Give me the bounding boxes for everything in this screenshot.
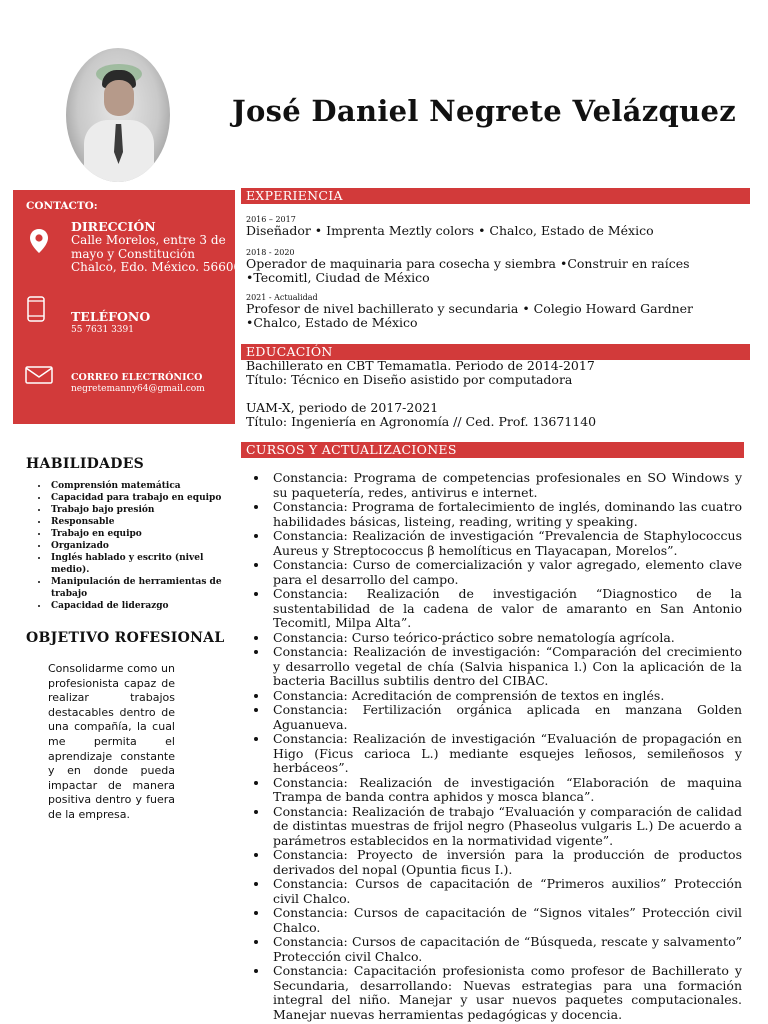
profile-photo <box>66 48 170 182</box>
education-line: Título: Técnico en Diseño asistido por computadora <box>246 372 573 387</box>
experience-date: 2016 – 2017 <box>246 215 296 224</box>
experience-item <box>246 293 746 330</box>
experience-date: 2021 - Actualidad <box>246 293 318 302</box>
experience-date: 2018 - 2020 <box>246 248 295 257</box>
courses-heading: CURSOS Y ACTUALIZACIONES <box>241 442 744 458</box>
experience-text: Profesor de nivel bachillerato y secundaria • Colegio Howard Gardner •Chalco, Estado de México <box>246 301 694 330</box>
email-address[interactable]: negretemanny64@gmail.com <box>71 384 205 394</box>
experience-text: Operador de maquinaria para cosecha y siembra •Construir en raíces •Tecomitl, Ciudad de México <box>246 256 690 285</box>
objective-heading: OBJETIVO ROFESIONAL <box>26 630 225 646</box>
location-pin-icon <box>29 228 49 254</box>
address-text: Calle Morelos, entre 3 de mayo y Constitución Chalco, Edo. México. 56600 <box>71 233 242 274</box>
skill-item: • Capacidad de liderazgo <box>49 600 226 612</box>
course-item: • Constancia: Realización de trabajo “Evaluación y comparación de calidad de distintas muestras de frijol negro (Phaseolus vulgaris L.) De acuerdo a parámetros establecidos en la normatividad vigente”. <box>269 805 742 849</box>
phone-label: TELÉFONO <box>71 309 151 324</box>
experience-heading: EXPERIENCIA <box>241 188 750 204</box>
experience-item <box>246 248 746 285</box>
education-list <box>246 359 746 429</box>
candidate-name: José Daniel Negrete Velázquez <box>232 94 736 128</box>
course-item: • Constancia: Capacitación profesionista como profesor de Bachillerato y Secundaria, desarrollando: Nuevas estrategias para una formación integral del niño. Manejar y usar nuevos paquetes computacionales. Manejar nuevas herramientas pedagógicas y docencia. <box>269 964 742 1022</box>
contact-panel <box>13 190 242 424</box>
skills-list <box>26 480 226 612</box>
course-item: • Constancia: Curso teórico-práctico sobre nematología agrícola. <box>269 631 742 646</box>
experience-list <box>246 215 746 330</box>
skill-item: • Trabajo bajo presión <box>49 504 226 516</box>
course-item: • Constancia: Fertilización orgánica aplicada en manzana Golden Aguanueva. <box>269 703 742 732</box>
skill-item: • Responsable <box>49 516 226 528</box>
phone-number: 55 7631 3391 <box>71 325 134 335</box>
address-label: DIRECCIÓN <box>71 219 156 234</box>
course-item: • Constancia: Programa de fortalecimiento de inglés, dominando las cuatro habilidades básicas, listeing, reading, writing y speaking. <box>269 500 742 529</box>
course-item: • Constancia: Programa de competencias profesionales en SO Windows y su paquetería, redes, antivirus e internet. <box>269 471 742 500</box>
skills-heading: HABILIDADES <box>26 456 145 472</box>
skill-item: • Comprensión matemática <box>49 480 226 492</box>
course-item: • Constancia: Acreditación de comprensión de textos en inglés. <box>269 689 742 704</box>
course-item: • Constancia: Cursos de capacitación de “Primeros auxilios” Protección civil Chalco. <box>269 877 742 906</box>
course-item: • Constancia: Cursos de capacitación de “Búsqueda, rescate y salvamento” Protección civil Chalco. <box>269 935 742 964</box>
courses-list <box>244 471 742 1022</box>
skill-item: • Organizado <box>49 540 226 552</box>
course-item: • Constancia: Realización de investigación “Prevalencia de Staphylococcus Aureus y Streptococcus β hemolíticus en Tlayacapan, Morelos”. <box>269 529 742 558</box>
course-item: • Constancia: Realización de investigación “Elaboración de maquina Trampa de banda contra aphidos y mosca blanca”. <box>269 776 742 805</box>
education-line: UAM-X, periodo de 2017-2021 <box>246 400 439 415</box>
skill-item: • Manipulación de herramientas de trabajo <box>49 576 226 600</box>
experience-item <box>246 215 746 238</box>
course-item: • Constancia: Proyecto de inversión para la producción de productos derivados del nopal (Opuntia ficus I.). <box>269 848 742 877</box>
phone-icon <box>26 296 46 322</box>
envelope-icon <box>25 366 53 384</box>
course-item: • Constancia: Realización de investigación “Diagnostico de la sustentabilidad de la cadena de valor de amaranto en San Antonio Tecomitl, Milpa Alta”. <box>269 587 742 631</box>
skill-item: • Inglés hablado y escrito (nivel medio). <box>49 552 226 576</box>
skill-item: • Capacidad para trabajo en equipo <box>49 492 226 504</box>
contact-heading: CONTACTO: <box>26 200 98 212</box>
education-line: Bachillerato en CBT Temamatla. Periodo de 2014-2017 <box>246 358 595 373</box>
experience-text: Diseñador • Imprenta Meztly colors • Chalco, Estado de México <box>246 223 654 238</box>
email-label: CORREO ELECTRÓNICO <box>71 372 203 383</box>
course-item: • Constancia: Curso de comercialización y valor agregado, elemento clave para el desarrollo del campo. <box>269 558 742 587</box>
course-item: • Constancia: Realización de investigación: “Comparación del crecimiento y desarrollo vegetal de chía (Salvia hispanica l.) Con la aplicación de la bacteria Bacillus subtilis dentro del CIBAC. <box>269 645 742 689</box>
objective-text: Consolidarme como un profesionista capaz de realizar trabajos destacables dentro de una compañía, la cual me permita el aprendizaje constante y en donde pueda impactar de manera positiva dentro y fuera de la empresa. <box>48 662 175 821</box>
course-item: • Constancia: Realización de investigación “Evaluación de propagación en Higo (Ficus carioca L.) mediante esquejes leñosos, semileñosos y herbáceos”. <box>269 732 742 776</box>
education-heading: EDUCACIÓN <box>241 344 750 360</box>
skill-item: • Trabajo en equipo <box>49 528 226 540</box>
education-line: Título: Ingeniería en Agronomía // Ced. Prof. 13671140 <box>246 414 597 429</box>
course-item: • Constancia: Cursos de capacitación de “Signos vitales” Protección civil Chalco. <box>269 906 742 935</box>
